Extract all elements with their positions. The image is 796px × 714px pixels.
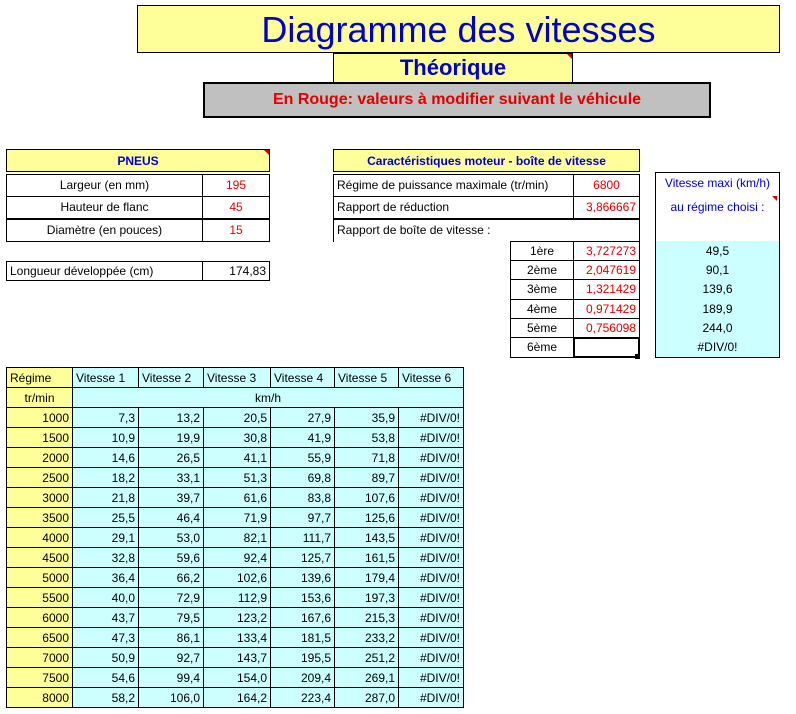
instruction-note: En Rouge: valeurs à modifier suivant le véhicule bbox=[203, 82, 711, 118]
speed-cell[interactable]: 97,7 bbox=[271, 508, 335, 528]
speed-cell[interactable]: 33,1 bbox=[139, 468, 204, 488]
speed-cell[interactable]: 18,2 bbox=[73, 468, 139, 488]
speed-cell[interactable]: 83,8 bbox=[271, 488, 335, 508]
vmax-value-3[interactable]: 139,6 bbox=[702, 282, 733, 296]
speed-cell[interactable]: 66,2 bbox=[139, 568, 204, 588]
vmax-value-5[interactable]: 244,0 bbox=[702, 321, 733, 335]
speed-cell[interactable]: 233,2 bbox=[335, 628, 399, 648]
speed-cell[interactable]: 43,7 bbox=[73, 608, 139, 628]
pneus-label-hauteur[interactable]: Hauteur de flanc bbox=[6, 196, 203, 219]
regime-cell[interactable]: 8000 bbox=[7, 688, 73, 708]
speed-cell[interactable]: 26,5 bbox=[139, 448, 204, 468]
longueur-label[interactable]: Longueur développée (cm) bbox=[6, 261, 203, 281]
table-row bbox=[7, 668, 464, 688]
gear-label-6[interactable]: 6ème bbox=[510, 337, 574, 358]
table-row bbox=[7, 428, 464, 448]
boite-label[interactable]: Rapport de boîte de vitesse : bbox=[333, 219, 640, 242]
speed-table bbox=[6, 367, 464, 708]
gear-label-4[interactable]: 4ème bbox=[510, 299, 574, 319]
vmax-title-line1: Vitesse maxi (km/h) bbox=[664, 176, 771, 190]
gear-input-1[interactable]: 3,727273 bbox=[573, 241, 640, 261]
speed-cell[interactable]: 47,3 bbox=[73, 628, 139, 648]
speed-cell[interactable]: 164,2 bbox=[204, 688, 271, 708]
comment-marker-icon bbox=[772, 196, 777, 201]
table-row bbox=[7, 628, 464, 648]
speed-cell[interactable]: 36,4 bbox=[73, 568, 139, 588]
speed-cell[interactable]: 71,9 bbox=[204, 508, 271, 528]
speed-cell[interactable]: 61,6 bbox=[204, 488, 271, 508]
speed-cell[interactable]: #DIV/0! bbox=[399, 628, 464, 648]
header-vitesse-2[interactable]: Vitesse 2 bbox=[139, 368, 204, 388]
vmax-value-2[interactable]: 90,1 bbox=[705, 263, 730, 277]
speed-cell[interactable]: 153,6 bbox=[271, 588, 335, 608]
speed-cell[interactable]: #DIV/0! bbox=[399, 548, 464, 568]
speed-cell[interactable]: 287,0 bbox=[335, 688, 399, 708]
speed-cell[interactable]: 35,9 bbox=[335, 408, 399, 428]
speed-cell[interactable]: #DIV/0! bbox=[399, 608, 464, 628]
table-row bbox=[7, 648, 464, 668]
regime-cell[interactable]: 6500 bbox=[7, 628, 73, 648]
regime-cell[interactable]: 7000 bbox=[7, 648, 73, 668]
speed-cell[interactable]: 111,7 bbox=[271, 528, 335, 548]
speed-cell[interactable]: 195,5 bbox=[271, 648, 335, 668]
speed-cell[interactable]: 39,7 bbox=[139, 488, 204, 508]
gear-input-4[interactable]: 0,971429 bbox=[573, 299, 640, 319]
speed-cell[interactable]: 53,8 bbox=[335, 428, 399, 448]
speed-cell[interactable]: #DIV/0! bbox=[399, 408, 464, 428]
speed-cell[interactable]: 89,7 bbox=[335, 468, 399, 488]
speed-cell[interactable]: 25,5 bbox=[73, 508, 139, 528]
vmax-value-4[interactable]: 189,9 bbox=[702, 302, 733, 316]
speed-cell[interactable]: 181,5 bbox=[271, 628, 335, 648]
speed-cell[interactable]: #DIV/0! bbox=[399, 428, 464, 448]
speed-cell[interactable]: 7,3 bbox=[73, 408, 139, 428]
gear-input-2[interactable]: 2,047619 bbox=[573, 260, 640, 280]
speed-cell[interactable]: #DIV/0! bbox=[399, 508, 464, 528]
regime-cell[interactable]: 1000 bbox=[7, 408, 73, 428]
speed-cell[interactable]: 223,4 bbox=[271, 688, 335, 708]
gear-input-3[interactable]: 1,321429 bbox=[573, 279, 640, 300]
unit-kmh[interactable]: km/h bbox=[73, 388, 464, 408]
speed-cell[interactable]: 82,1 bbox=[204, 528, 271, 548]
pneus-label-largeur[interactable]: Largeur (en mm) bbox=[6, 174, 203, 197]
speed-cell[interactable]: 99,4 bbox=[139, 668, 204, 688]
speed-cell[interactable]: 154,0 bbox=[204, 668, 271, 688]
speed-cell[interactable]: 125,7 bbox=[271, 548, 335, 568]
table-row bbox=[7, 588, 464, 608]
header-vitesse-3[interactable]: Vitesse 3 bbox=[204, 368, 271, 388]
speed-cell[interactable]: 50,9 bbox=[73, 648, 139, 668]
vmax-title-line2: au régime choisi : bbox=[670, 200, 765, 214]
speed-cell[interactable]: 269,1 bbox=[335, 668, 399, 688]
speed-cell[interactable]: #DIV/0! bbox=[399, 448, 464, 468]
gear-label-3[interactable]: 3ème bbox=[510, 279, 574, 300]
table-row bbox=[7, 568, 464, 588]
speed-cell[interactable]: 197,3 bbox=[335, 588, 399, 608]
table-row bbox=[7, 448, 464, 468]
table-row bbox=[7, 408, 464, 428]
speed-cell[interactable]: #DIV/0! bbox=[399, 468, 464, 488]
regime-cell[interactable]: 2500 bbox=[7, 468, 73, 488]
gear-label-5[interactable]: 5ème bbox=[510, 318, 574, 338]
regime-cell[interactable]: 3500 bbox=[7, 508, 73, 528]
moteur-header[interactable]: Caractéristiques moteur - boîte de vitesse bbox=[333, 149, 640, 172]
speed-cell[interactable]: 69,8 bbox=[271, 468, 335, 488]
speed-cell[interactable]: 41,1 bbox=[204, 448, 271, 468]
gear-label-2[interactable]: 2ème bbox=[510, 260, 574, 280]
speed-cell[interactable]: 251,2 bbox=[335, 648, 399, 668]
speed-cell[interactable]: 125,6 bbox=[335, 508, 399, 528]
pneus-label-diametre[interactable]: Diamètre (en pouces) bbox=[6, 219, 203, 242]
regime-cell[interactable]: 7500 bbox=[7, 668, 73, 688]
speed-cell[interactable]: 133,4 bbox=[204, 628, 271, 648]
regime-cell[interactable]: 4000 bbox=[7, 528, 73, 548]
speed-cell[interactable]: #DIV/0! bbox=[399, 648, 464, 668]
speed-cell[interactable]: 41,9 bbox=[271, 428, 335, 448]
speed-cell[interactable]: 139,6 bbox=[271, 568, 335, 588]
vmax-value-6[interactable]: #DIV/0! bbox=[697, 340, 738, 354]
speed-cell[interactable]: 10,9 bbox=[73, 428, 139, 448]
regime-label[interactable]: Régime de puissance maximale (tr/min) bbox=[333, 174, 574, 197]
speed-cell[interactable]: 14,6 bbox=[73, 448, 139, 468]
reduction-label[interactable]: Rapport de réduction bbox=[333, 196, 574, 219]
comment-marker-icon bbox=[567, 54, 572, 59]
pneus-input-largeur[interactable]: 195 bbox=[202, 174, 270, 197]
speed-cell[interactable]: 29,1 bbox=[73, 528, 139, 548]
speed-cell[interactable]: #DIV/0! bbox=[399, 668, 464, 688]
speed-cell[interactable]: 112,9 bbox=[204, 588, 271, 608]
speed-cell[interactable]: 107,6 bbox=[335, 488, 399, 508]
speed-cell[interactable]: 58,2 bbox=[73, 688, 139, 708]
regime-cell[interactable]: 5000 bbox=[7, 568, 73, 588]
speed-cell[interactable]: #DIV/0! bbox=[399, 568, 464, 588]
pneus-input-hauteur[interactable]: 45 bbox=[202, 196, 270, 219]
speed-cell[interactable]: 167,6 bbox=[271, 608, 335, 628]
header-regime[interactable]: Régime bbox=[7, 368, 73, 388]
speed-cell[interactable]: 13,2 bbox=[139, 408, 204, 428]
regime-cell[interactable]: 3000 bbox=[7, 488, 73, 508]
speed-cell[interactable]: 53,0 bbox=[139, 528, 204, 548]
speed-cell[interactable]: #DIV/0! bbox=[399, 688, 464, 708]
speed-cell[interactable]: 19,9 bbox=[139, 428, 204, 448]
speed-cell[interactable]: 123,2 bbox=[204, 608, 271, 628]
speed-cell[interactable]: 92,4 bbox=[204, 548, 271, 568]
speed-cell[interactable]: #DIV/0! bbox=[399, 588, 464, 608]
speed-cell[interactable]: #DIV/0! bbox=[399, 488, 464, 508]
speed-cell[interactable]: 21,8 bbox=[73, 488, 139, 508]
speed-cell[interactable]: 161,5 bbox=[335, 548, 399, 568]
speed-cell[interactable]: 30,8 bbox=[204, 428, 271, 448]
speed-cell[interactable]: 51,3 bbox=[204, 468, 271, 488]
speed-cell[interactable]: 27,9 bbox=[271, 408, 335, 428]
speed-cell[interactable]: 86,1 bbox=[139, 628, 204, 648]
table-row bbox=[7, 688, 464, 708]
longueur-value[interactable]: 174,83 bbox=[202, 261, 270, 281]
table-row bbox=[7, 548, 464, 568]
speed-cell[interactable]: 79,5 bbox=[139, 608, 204, 628]
gear-input-6-selected[interactable] bbox=[573, 337, 640, 358]
table-row bbox=[7, 528, 464, 548]
gear-input-5[interactable]: 0,756098 bbox=[573, 318, 640, 338]
header-vitesse-1[interactable]: Vitesse 1 bbox=[73, 368, 139, 388]
speed-cell[interactable]: 32,8 bbox=[73, 548, 139, 568]
subtitle-cell[interactable] bbox=[333, 53, 573, 83]
speed-cell[interactable]: 92,7 bbox=[139, 648, 204, 668]
speed-cell[interactable]: 59,6 bbox=[139, 548, 204, 568]
pneus-input-diametre[interactable]: 15 bbox=[202, 219, 270, 242]
speed-cell[interactable]: 40,0 bbox=[73, 588, 139, 608]
pneus-header[interactable] bbox=[6, 149, 270, 172]
subtitle-text: Théorique bbox=[399, 55, 507, 80]
table-row bbox=[7, 508, 464, 528]
page-title: Diagramme des vitesses bbox=[137, 5, 780, 53]
fill-handle-icon[interactable] bbox=[635, 354, 640, 359]
reduction-input[interactable]: 3,866667 bbox=[573, 196, 640, 219]
speed-cell[interactable]: 106,0 bbox=[139, 688, 204, 708]
vmax-value-1[interactable]: 49,5 bbox=[705, 244, 730, 258]
regime-cell[interactable]: 2000 bbox=[7, 448, 73, 468]
unit-trmin[interactable]: tr/min bbox=[7, 388, 73, 408]
speed-cell[interactable]: 179,4 bbox=[335, 568, 399, 588]
table-row bbox=[7, 468, 464, 488]
speed-cell[interactable]: 54,6 bbox=[73, 668, 139, 688]
table-row bbox=[7, 608, 464, 628]
header-vitesse-4[interactable]: Vitesse 4 bbox=[271, 368, 335, 388]
speed-cell[interactable]: 20,5 bbox=[204, 408, 271, 428]
regime-cell[interactable]: 4500 bbox=[7, 548, 73, 568]
speed-cell[interactable]: 46,4 bbox=[139, 508, 204, 528]
speed-cell[interactable]: 55,9 bbox=[271, 448, 335, 468]
comment-marker-icon bbox=[264, 150, 269, 155]
speed-cell[interactable]: 143,7 bbox=[204, 648, 271, 668]
regime-input[interactable]: 6800 bbox=[573, 174, 640, 197]
table-row bbox=[7, 488, 464, 508]
speed-cell[interactable]: 102,6 bbox=[204, 568, 271, 588]
regime-cell[interactable]: 6000 bbox=[7, 608, 73, 628]
speed-cell[interactable]: #DIV/0! bbox=[399, 528, 464, 548]
regime-cell[interactable]: 5500 bbox=[7, 588, 73, 608]
gear-label-1[interactable]: 1ère bbox=[510, 241, 574, 261]
regime-cell[interactable]: 1500 bbox=[7, 428, 73, 448]
speed-cell[interactable]: 72,9 bbox=[139, 588, 204, 608]
speed-cell[interactable]: 71,8 bbox=[335, 448, 399, 468]
speed-cell[interactable]: 215,3 bbox=[335, 608, 399, 628]
header-vitesse-5[interactable]: Vitesse 5 bbox=[335, 368, 399, 388]
pneus-header-label: PNEUS bbox=[117, 154, 159, 168]
header-vitesse-6[interactable]: Vitesse 6 bbox=[399, 368, 464, 388]
speed-cell[interactable]: 143,5 bbox=[335, 528, 399, 548]
speed-cell[interactable]: 209,4 bbox=[271, 668, 335, 688]
